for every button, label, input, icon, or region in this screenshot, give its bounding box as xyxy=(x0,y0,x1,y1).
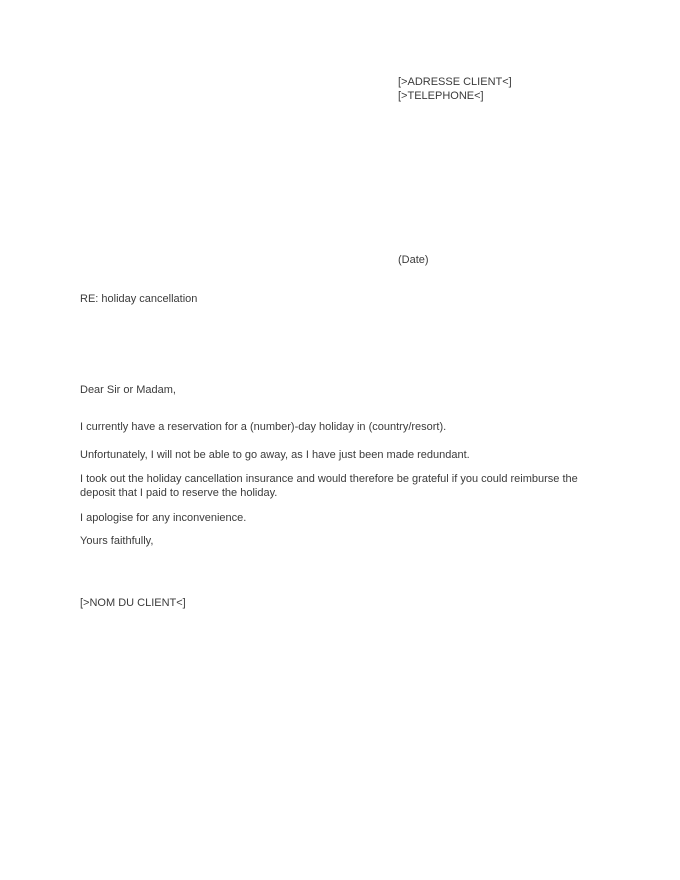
salutation: Dear Sir or Madam, xyxy=(80,384,176,396)
body-paragraph: Unfortunately, I will not be able to go away, as I have just been made redundant. xyxy=(80,449,470,461)
signature-name-placeholder: [>NOM DU CLIENT<] xyxy=(80,597,186,609)
recipient-block xyxy=(398,76,512,103)
recipient-telephone-placeholder: [>TELEPHONE<] xyxy=(398,89,484,102)
body-paragraph: I took out the holiday cancellation insurance and would therefore be grateful if you could reimburse the deposit that I paid to reserve the holiday. xyxy=(80,473,578,499)
closing: Yours faithfully, xyxy=(80,535,154,547)
recipient-address-placeholder: [>ADRESSE CLIENT<] xyxy=(398,76,512,88)
date-line: (Date) xyxy=(398,254,429,266)
subject-line: RE: holiday cancellation xyxy=(80,293,198,305)
body-paragraph: I currently have a reservation for a (number)-day holiday in (country/resort). xyxy=(80,421,447,433)
body-paragraph: I apologise for any inconvenience. xyxy=(80,512,247,524)
